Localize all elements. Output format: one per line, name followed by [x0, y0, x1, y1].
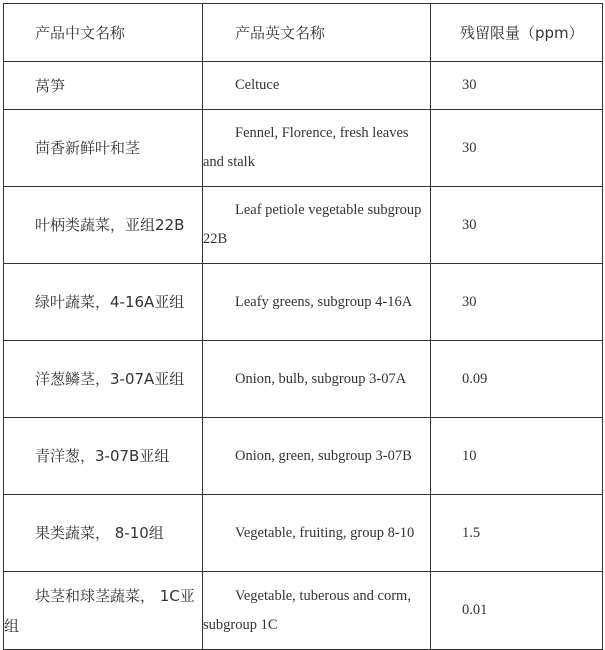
- limit-cell: 10: [431, 418, 603, 495]
- en-name-cell: Fennel, Florence, fresh leaves and stalk: [203, 110, 431, 187]
- table-row: [4, 62, 603, 110]
- cn-name-cell: 洋葱鳞茎，3-07A亚组: [4, 341, 203, 418]
- en-name-cell: Leaf petiole vegetable subgroup 22B: [203, 187, 431, 264]
- header-cn-name: 产品中文名称: [4, 4, 203, 62]
- en-name-cell: Vegetable, fruiting, group 8-10: [203, 495, 431, 572]
- en-name-cell: Vegetable, tuberous and corm, subgroup 1C: [203, 572, 431, 650]
- table-row: [4, 187, 603, 264]
- cn-name-cell: 叶柄类蔬菜，亚组22B: [4, 187, 203, 264]
- residue-limit-table: [3, 3, 603, 650]
- cn-name-cell: 块茎和球茎蔬菜， 1C亚组: [4, 572, 203, 650]
- table-row: [4, 418, 603, 495]
- cn-name-cell: 果类蔬菜， 8-10组: [4, 495, 203, 572]
- table-row: [4, 264, 603, 341]
- limit-cell: 30: [431, 187, 603, 264]
- limit-cell: 30: [431, 264, 603, 341]
- table-row: [4, 572, 603, 650]
- limit-cell: 1.5: [431, 495, 603, 572]
- cn-name-cell: 茴香新鲜叶和茎: [4, 110, 203, 187]
- cn-name-cell: 绿叶蔬菜，4-16A亚组: [4, 264, 203, 341]
- cn-name-cell: 莴笋: [4, 62, 203, 110]
- limit-cell: 0.01: [431, 572, 603, 650]
- table-row: [4, 341, 603, 418]
- limit-cell: 30: [431, 110, 603, 187]
- header-residue-limit: 残留限量（ppm）: [431, 4, 603, 62]
- en-name-cell: Leafy greens, subgroup 4-16A: [203, 264, 431, 341]
- limit-cell: 0.09: [431, 341, 603, 418]
- table-header-row: [4, 4, 603, 62]
- en-name-cell: Celtuce: [203, 62, 431, 110]
- en-name-cell: Onion, bulb, subgroup 3-07A: [203, 341, 431, 418]
- table-row: [4, 495, 603, 572]
- en-name-cell: Onion, green, subgroup 3-07B: [203, 418, 431, 495]
- limit-cell: 30: [431, 62, 603, 110]
- header-en-name: 产品英文名称: [203, 4, 431, 62]
- table-row: [4, 110, 603, 187]
- cn-name-cell: 青洋葱，3-07B亚组: [4, 418, 203, 495]
